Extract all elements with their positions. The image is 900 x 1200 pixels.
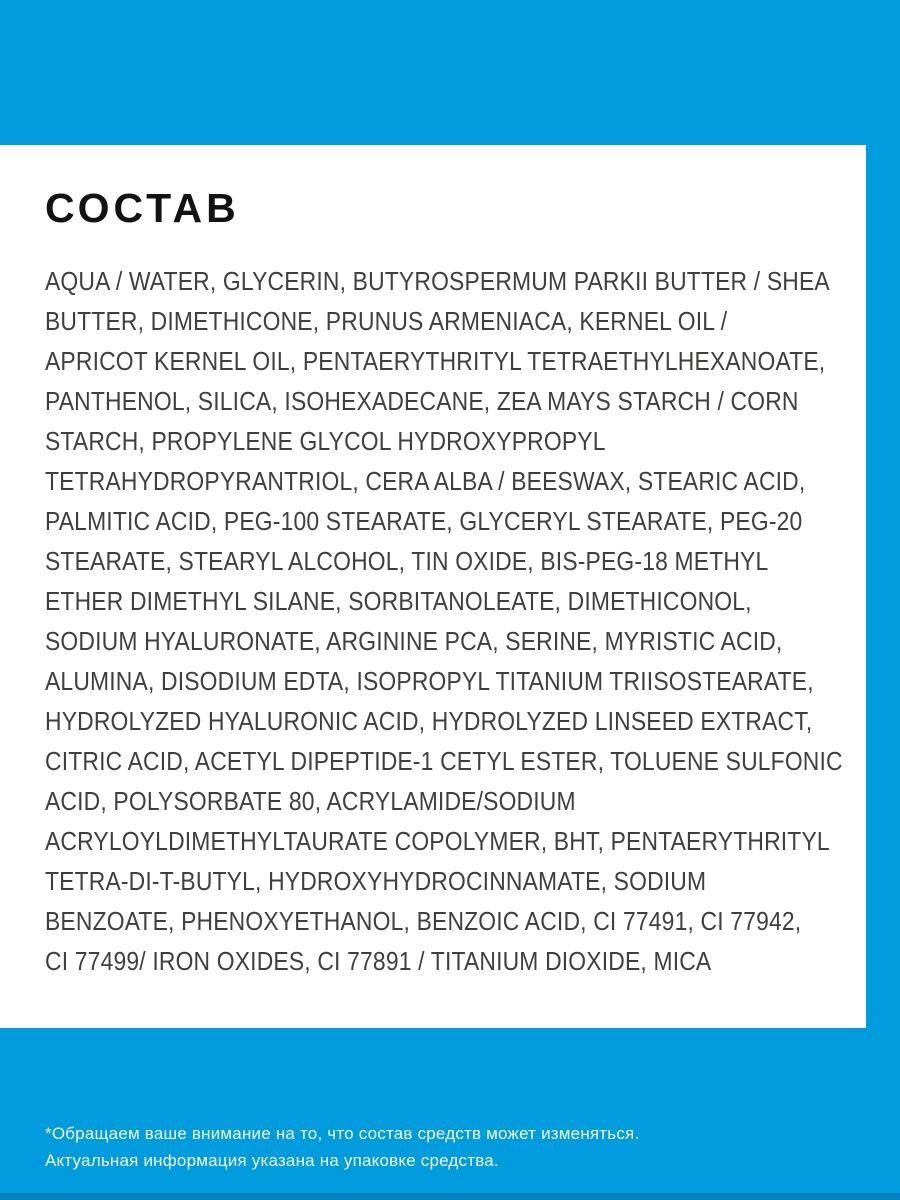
- section-title: СОСТАВ: [45, 185, 240, 231]
- ingredient-line: ACRYLOYLDIMETHYLTAURATE COPOLYMER, BHT, PENTAERYTHRITYL: [45, 826, 830, 856]
- bottom-accent-strip: [0, 1193, 900, 1200]
- ingredient-line: CITRIC ACID, ACETYL DIPEPTIDE-1 CETYL ESTER, TOLUENE SULFONIC: [45, 746, 843, 776]
- ingredient-line: TETRAHYDROPYRANTRIOL, CERA ALBA / BEESWAX, STEARIC ACID,: [45, 466, 806, 496]
- ingredient-line: ETHER DIMETHYL SILANE, SORBITANOLEATE, DIMETHICONOL,: [45, 586, 752, 616]
- ingredient-line: STARCH, PROPYLENE GLYCOL HYDROXYPROPYL: [45, 426, 606, 456]
- ingredient-line: HYDROLYZED HYALURONIC ACID, HYDROLYZED LINSEED EXTRACT,: [45, 706, 813, 736]
- ingredients-card: [0, 145, 866, 1028]
- ingredient-line: PALMITIC ACID, PEG-100 STEARATE, GLYCERYL STEARATE, PEG-20: [45, 506, 803, 536]
- disclaimer-line-2: Актуальная информация указана на упаковке средства.: [45, 1151, 499, 1170]
- ingredient-line: BUTTER, DIMETHICONE, PRUNUS ARMENIACA, KERNEL OIL /: [45, 306, 728, 336]
- ingredient-line: CI 77499/ IRON OXIDES, CI 77891 / TITANIUM DIOXIDE, MICA: [45, 946, 712, 976]
- ingredient-line: STEARATE, STEARYL ALCOHOL, TIN OXIDE, BIS-PEG-18 METHYL: [45, 546, 769, 576]
- ingredient-line: TETRA-DI-T-BUTYL, HYDROXYHYDROCINNAMATE, SODIUM: [45, 866, 707, 896]
- ingredient-line: ALUMINA, DISODIUM EDTA, ISOPROPYL TITANIUM TRIISOSTEARATE,: [45, 666, 814, 696]
- ingredient-line: APRICOT KERNEL OIL, PENTAERYTHRITYL TETRAETHYLHEXANOATE,: [45, 346, 826, 376]
- ingredient-line: AQUA / WATER, GLYCERIN, BUTYROSPERMUM PARKII BUTTER / SHEA: [45, 266, 830, 296]
- ingredient-line: SODIUM HYALURONATE, ARGININE PCA, SERINE, MYRISTIC ACID,: [45, 626, 783, 656]
- ingredients-text-block: [45, 261, 843, 981]
- ingredient-line: PANTHENOL, SILICA, ISOHEXADECANE, ZEA MAYS STARCH / CORN: [45, 386, 799, 416]
- ingredient-line: BENZOATE, PHENOXYETHANOL, BENZOIC ACID, CI 77491, CI 77942,: [45, 906, 802, 936]
- ingredient-line: ACID, POLYSORBATE 80, ACRYLAMIDE/SODIUM: [45, 786, 576, 816]
- disclaimer-line-1: *Обращаем ваше внимание на то, что состав средств может изменяться.: [45, 1124, 640, 1143]
- composition-disclaimer: [45, 1120, 639, 1174]
